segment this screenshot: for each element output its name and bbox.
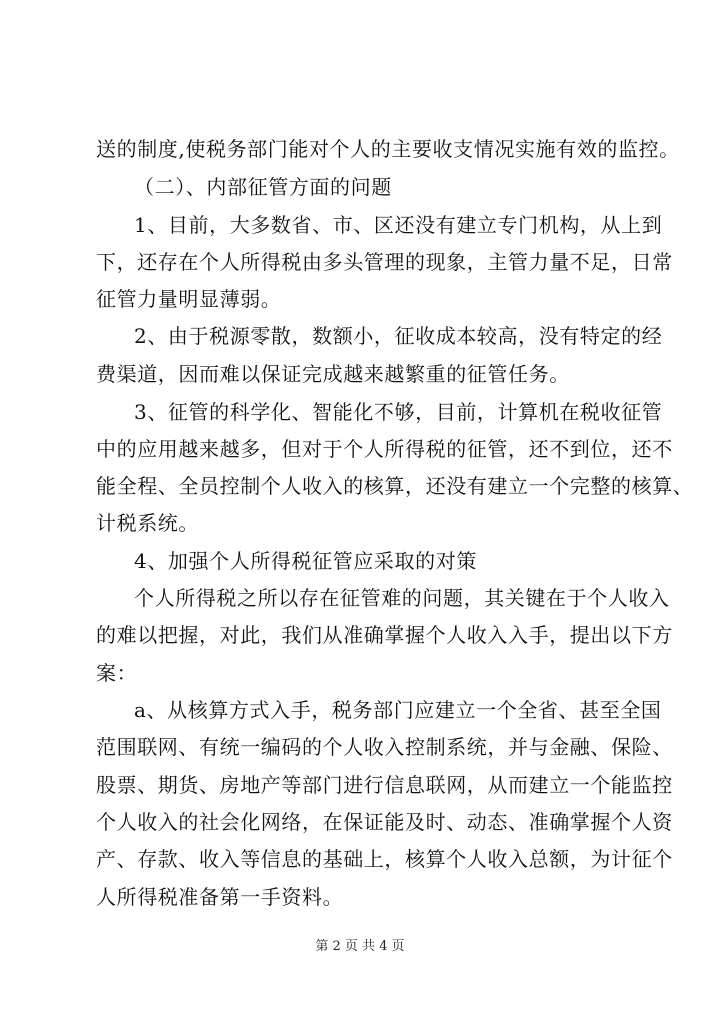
text-line: 范围联网、有统一编码的个人收入控制系统，并与金融、保险、 <box>96 735 673 759</box>
text-line: a、从核算方式入手，税务部门应建立一个全省、甚至全国 <box>134 698 662 722</box>
text-line: 股票、期货、房地产等部门进行信息联网，从而建立一个能监控 <box>96 773 673 797</box>
text-line: 2、由于税源零散，数额小，征收成本较高，没有特定的经 <box>134 324 663 348</box>
text-line: 个人所得税之所以存在征管难的问题，其关键在于个人收入 <box>134 586 670 610</box>
page-number-footer: 第 2 页 共 4 页 <box>315 939 405 954</box>
text-line: 征管力量明显薄弱。 <box>96 287 282 311</box>
text-line: 1、目前，大多数省、市、区还没有建立专门机构，从上到 <box>134 213 663 237</box>
text-line: 能全程、全员控制个人收入的核算，还没有建立一个完整的核算、 <box>96 474 694 498</box>
text-line: 人所得税准备第一手资料。 <box>96 885 344 909</box>
text-line: 中的应用越来越多，但对于个人所得税的征管，还不到位，还不 <box>96 437 673 461</box>
section-heading: （二）、内部征管方面的问题 <box>134 175 392 199</box>
text-line: 下，还存在个人所得税由多头管理的现象，主管力量不足，日常 <box>96 250 673 274</box>
text-line: 案： <box>96 661 138 685</box>
text-line: 费渠道，因而难以保证完成越来越繁重的征管任务。 <box>96 362 570 386</box>
text-line: 个人收入的社会化网络，在保证能及时、动态、准确掌握个人资 <box>96 810 673 834</box>
text-line: 的难以把握，对此，我们从准确掌握个人收入入手，提出以下方 <box>96 623 673 647</box>
text-line: 送的制度,使税务部门能对个人的主要收支情况实施有效的监控。 <box>96 137 680 161</box>
section-heading: 4、加强个人所得税征管应采取的对策 <box>134 549 477 573</box>
text-line: 产、存款、收入等信息的基础上，核算个人收入总额，为计征个 <box>96 847 673 871</box>
text-line: 计税系统。 <box>96 511 199 535</box>
text-line: 3、征管的科学化、智能化不够，目前，计算机在税收征管 <box>134 400 663 424</box>
